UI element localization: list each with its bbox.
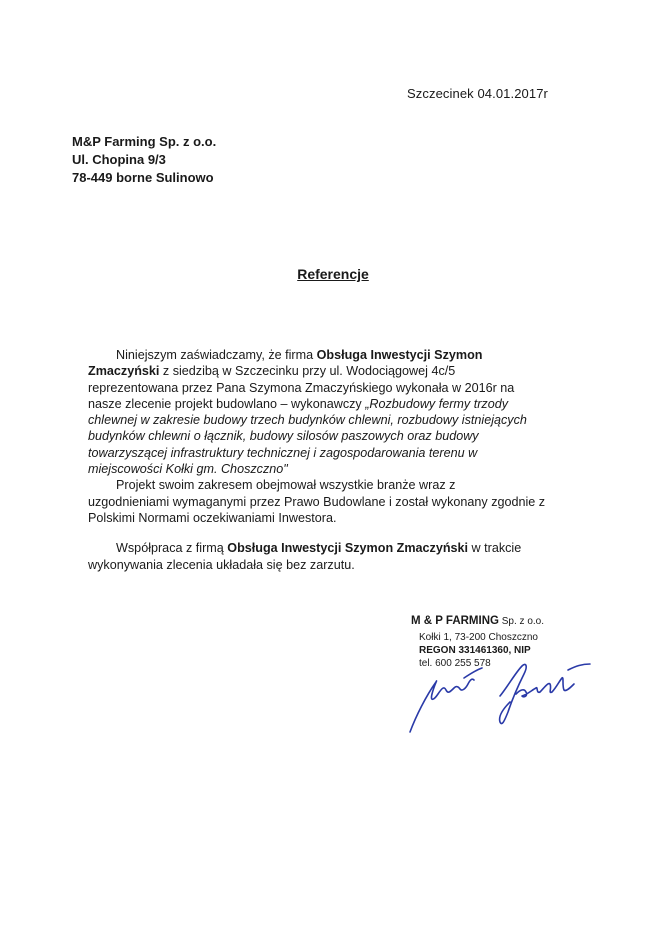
handwritten-signature xyxy=(404,656,604,736)
stamp-company xyxy=(411,615,544,628)
project-name-line: chlewnej w zakresie budowy trzech budynków chlewni, rozbudowy istniejących xyxy=(88,413,527,428)
paragraph-1-text: Niniejszym zaświadczamy, że firma xyxy=(116,348,317,362)
paragraph-3 xyxy=(88,540,608,556)
paragraph-2: Projekt swoim zakresem obejmował wszystkie branże wraz z xyxy=(116,478,456,493)
stamp-company-name: M & P FARMING xyxy=(411,615,499,627)
paragraph-3-text: Współpraca z firmą xyxy=(116,541,228,556)
stamp-phone: tel. 600 255 578 xyxy=(419,658,491,669)
stamp-company-suffix: Sp. z o.o. xyxy=(498,616,544,627)
paragraph-spacer xyxy=(88,526,608,540)
document-date: Szczecinek 04.01.2017r xyxy=(407,86,548,101)
paragraph-1-line-4 xyxy=(88,396,608,412)
paragraph-2-line: uzgodnieniami wymaganymi przez Prawo Budowlane i został wykonany zgodnie z xyxy=(88,494,546,509)
recipient-address xyxy=(72,133,216,187)
project-name-line: budynków chlewni o łącznik, budowy silosów paszowych oraz budowy xyxy=(88,429,479,444)
document-body xyxy=(88,347,608,573)
paragraph-1-line-3: reprezentowana przez Pana Szymona Zmaczyńskiego wykonała w 2016r na xyxy=(88,380,515,395)
firm-name-cont: Zmaczyński xyxy=(88,364,160,379)
recipient-company: M&P Farming Sp. z o.o. xyxy=(72,134,217,149)
stamp-address: Kołki 1, 73-200 Choszczno xyxy=(419,632,538,643)
firm-name: Obsługa Inwestycji Szymon xyxy=(316,348,483,362)
document-title: Referencje xyxy=(297,266,369,282)
paragraph-3-text: w trakcie xyxy=(468,541,522,556)
paragraph-2-line: Polskimi Normami oczekiwaniami Inwestora. xyxy=(88,510,337,525)
paragraph-1-text: z siedzibą w Szczecinku przy ul. Wodociągowej 4c/5 xyxy=(159,364,456,379)
project-name-line: miejscowości Kołki gm. Choszczno" xyxy=(88,462,288,477)
firm-name: Obsługa Inwestycji Szymon Zmaczyński xyxy=(227,541,469,556)
recipient-street: Ul. Chopina 9/3 xyxy=(72,152,166,167)
project-name-line: towarzyszącej infrastruktury technicznej i zagospodarowania terenu w xyxy=(88,445,478,460)
paragraph-1-text: nasze zlecenie projekt budowlano – wykonawczy xyxy=(88,396,366,411)
paragraph-3-line: wykonywania zlecenia układała się bez zarzutu. xyxy=(88,557,355,572)
paragraph-1 xyxy=(88,347,608,363)
recipient-city: 78-449 borne Sulinowo xyxy=(72,170,214,185)
stamp-regon: REGON 331461360, NIP xyxy=(419,645,531,656)
paragraph-1-line-2 xyxy=(88,363,608,379)
project-name: „Rozbudowy fermy trzody xyxy=(365,396,508,411)
